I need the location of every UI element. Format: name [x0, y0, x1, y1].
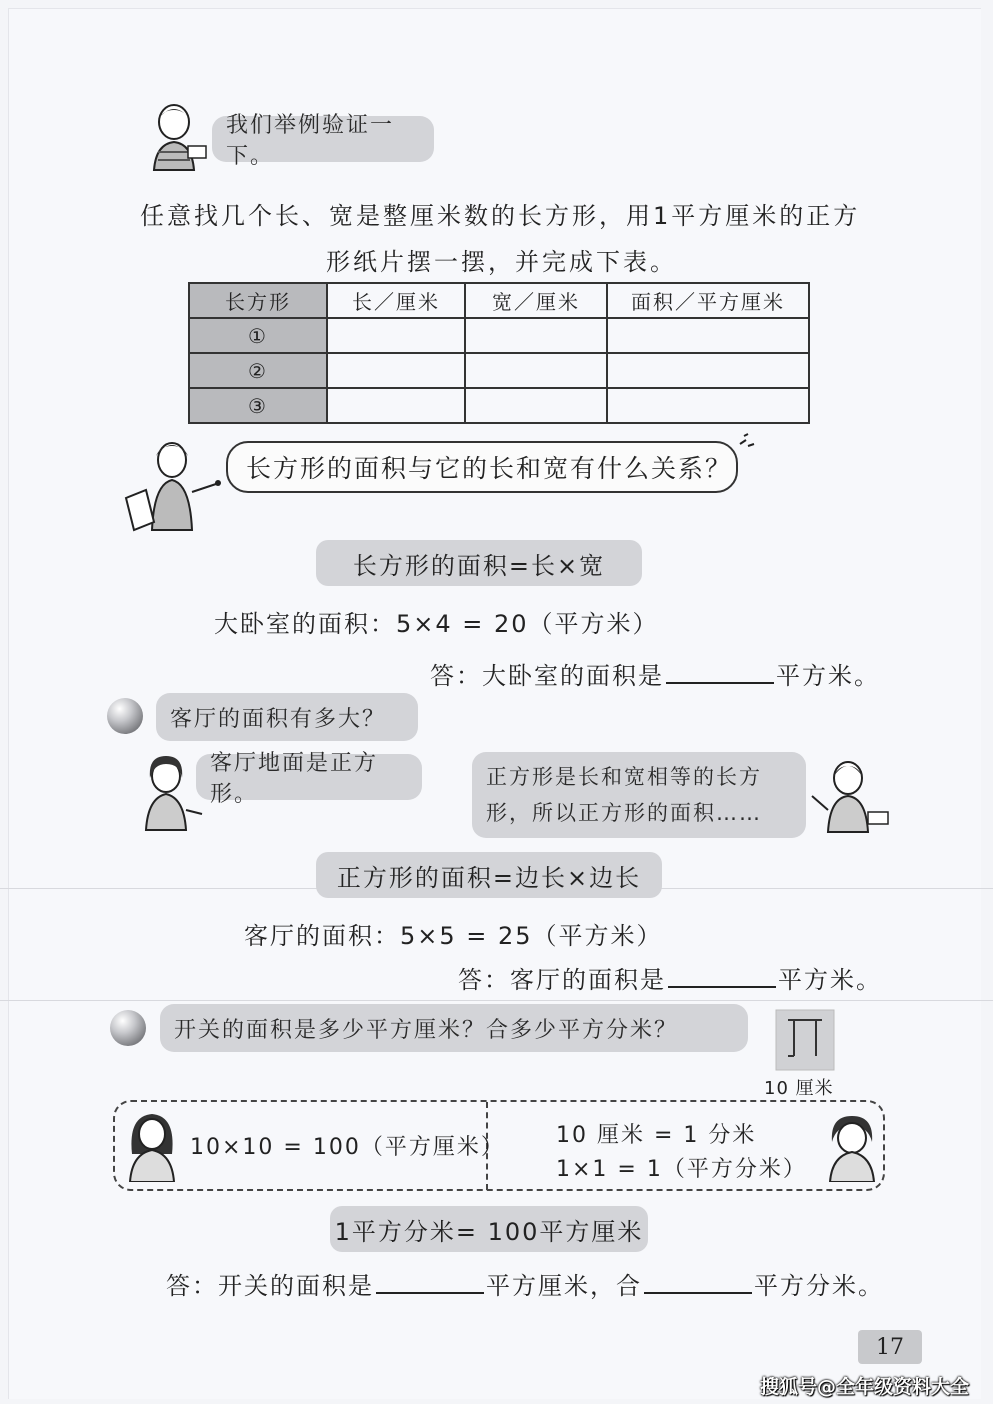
table-cell-empty[interactable] [327, 318, 465, 353]
bedroom-answer-prefix: 答：大卧室的面积是 [430, 662, 664, 690]
method-right-line-1: 10 厘米 = 1 分米 [556, 1123, 757, 1148]
bedroom-calculation: 大卧室的面积：5×4 = 20（平方米） [214, 610, 659, 638]
girl-speech-bubble: 客厅地面是正方形。 [196, 754, 422, 800]
living-answer-suffix: 平方米。 [778, 966, 882, 994]
table-cell-empty[interactable] [465, 318, 607, 353]
table-row-label: ③ [189, 388, 327, 423]
boy-speech-line-2: 形，所以正方形的面积…… [486, 801, 762, 825]
table-row [189, 353, 809, 388]
table-cell-empty[interactable] [327, 353, 465, 388]
switch-answer-suffix: 平方分米。 [754, 1272, 884, 1300]
method-left-calc: 10×10 = 100（平方厘米） [190, 1135, 505, 1160]
table-cell-empty[interactable] [465, 388, 607, 423]
table-cell-empty[interactable] [607, 388, 809, 423]
switch-answer [166, 1266, 884, 1301]
table-row [189, 388, 809, 423]
table-row-label: ① [189, 318, 327, 353]
boy-reading-icon [148, 100, 210, 172]
light-switch-icon [774, 1008, 836, 1072]
conversion-formula: 1平方分米= 100平方厘米 [330, 1206, 648, 1252]
table-row-label: ② [189, 353, 327, 388]
page-number: 17 [858, 1330, 922, 1364]
table-row [189, 318, 809, 353]
table-cell-empty[interactable] [607, 318, 809, 353]
measurement-table [188, 282, 810, 424]
switch-size-label: 10 厘米 [764, 1078, 834, 1099]
table-header-cell: 长方形 [189, 283, 327, 318]
watermark-text: 搜狐号@全年级资料大全 [760, 1376, 970, 1398]
rectangle-area-formula: 长方形的面积=长×宽 [316, 540, 642, 586]
bedroom-answer [430, 656, 880, 691]
switch-answer-prefix: 答：开关的面积是 [166, 1272, 374, 1300]
girl-long-hair-icon [124, 1110, 180, 1182]
teacher-with-book-icon [124, 432, 222, 532]
table-header-cell: 面积／平方厘米 [607, 283, 809, 318]
square-area-formula: 正方形的面积=边长×边长 [316, 852, 662, 898]
table-header-cell: 宽／厘米 [465, 283, 607, 318]
section-ball-icon [107, 698, 143, 734]
boy-waving-icon [806, 756, 890, 834]
living-room-question: 客厅的面积有多大？ [156, 693, 418, 741]
answer-blank[interactable] [666, 660, 774, 684]
girl-short-hair-icon [822, 1112, 880, 1182]
answer-blank[interactable] [668, 964, 776, 988]
page-fold-line [0, 1000, 993, 1001]
table-cell-empty[interactable] [607, 353, 809, 388]
bedroom-answer-suffix: 平方米。 [776, 662, 880, 690]
intro-speech-bubble: 我们举例验证一下。 [212, 116, 434, 162]
exclaim-marks-icon [736, 432, 758, 454]
section-ball-icon [110, 1010, 146, 1046]
living-room-answer [458, 960, 882, 995]
answer-blank[interactable] [644, 1270, 752, 1294]
answer-blank[interactable] [376, 1270, 484, 1294]
method-right-line-2: 1×1 = 1（平方分米） [556, 1157, 807, 1182]
table-cell-empty[interactable] [465, 353, 607, 388]
instruction-line-2: 形纸片摆一摆，并完成下表。 [326, 248, 677, 276]
table-header-row [189, 283, 809, 318]
switch-answer-middle: 平方厘米，合 [486, 1272, 642, 1300]
table-cell-empty[interactable] [327, 388, 465, 423]
switch-question: 开关的面积是多少平方厘米？合多少平方分米？ [160, 1004, 748, 1052]
boy-speech-line-1: 正方形是长和宽相等的长方 [486, 765, 762, 789]
living-room-calculation: 客厅的面积：5×5 = 25（平方米） [244, 922, 663, 950]
boy-speech-bubble [472, 752, 806, 838]
living-answer-prefix: 答：客厅的面积是 [458, 966, 666, 994]
instruction-line-1: 任意找几个长、宽是整厘米数的长方形，用1平方厘米的正方 [140, 202, 861, 230]
teacher-question-bubble: 长方形的面积与它的长和宽有什么关系？ [226, 441, 738, 493]
table-header-cell: 长／厘米 [327, 283, 465, 318]
